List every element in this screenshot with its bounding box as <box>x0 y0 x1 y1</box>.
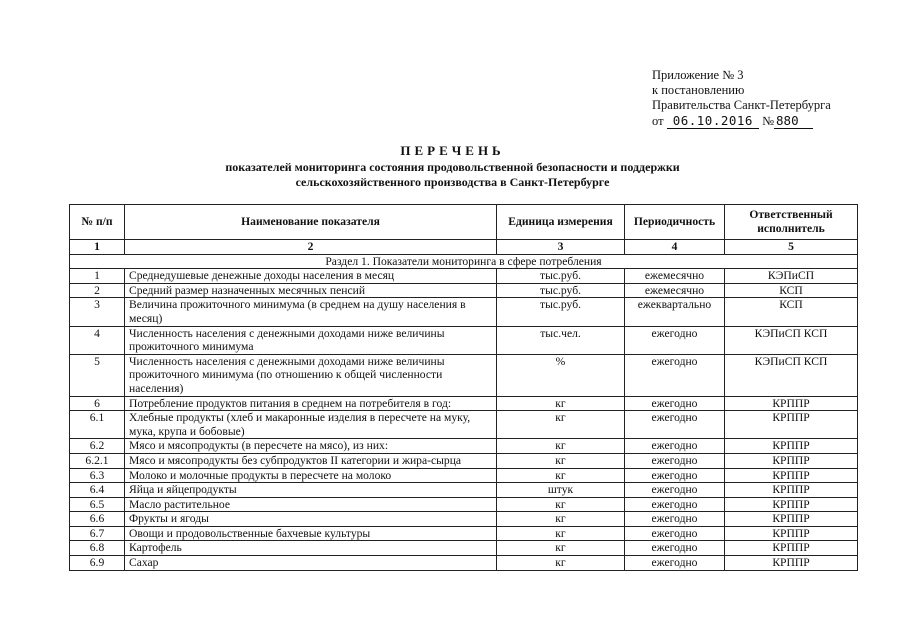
row-period: ежегодно <box>625 439 725 454</box>
row-name: Яйца и яйцепродукты <box>125 483 497 498</box>
row-unit: кг <box>497 512 625 527</box>
row-name: Средний размер назначенных месячных пенсий <box>125 283 497 298</box>
table-row <box>70 526 858 541</box>
row-responsible: КЭПиСП КСП <box>725 326 858 354</box>
appendix-block <box>652 68 831 129</box>
column-number: 4 <box>625 240 725 255</box>
row-name: Среднедушевые денежные доходы населения в месяц <box>125 269 497 284</box>
row-name: Фрукты и ягоды <box>125 512 497 527</box>
table-row <box>70 483 858 498</box>
document-subtitle-line2: сельскохозяйственного производства в Санкт-Петербурге <box>295 175 610 189</box>
row-unit: кг <box>497 526 625 541</box>
row-responsible: КРППР <box>725 556 858 571</box>
row-number: 6.8 <box>70 541 125 556</box>
row-period: ежемесячно <box>625 269 725 284</box>
table-row <box>70 283 858 298</box>
row-period: ежегодно <box>625 483 725 498</box>
table-row <box>70 269 858 284</box>
row-number: 6.1 <box>70 411 125 439</box>
table-row <box>70 468 858 483</box>
row-name: Величина прожиточного минимума (в среднем на душу населения в месяц) <box>125 298 497 326</box>
row-number: 6 <box>70 396 125 411</box>
row-name: Овощи и продовольственные бахчевые культуры <box>125 526 497 541</box>
row-number: 1 <box>70 269 125 284</box>
row-responsible: КРППР <box>725 396 858 411</box>
row-name: Картофель <box>125 541 497 556</box>
row-number: 5 <box>70 354 125 396</box>
row-responsible: КЭПиСП КСП <box>725 354 858 396</box>
appendix-resolution-ref: к постановлению <box>652 83 745 97</box>
table-row <box>70 439 858 454</box>
table-row <box>70 512 858 527</box>
table-row <box>70 396 858 411</box>
row-name: Потребление продуктов питания в среднем на потребителя в год: <box>125 396 497 411</box>
row-responsible: КРППР <box>725 497 858 512</box>
column-number: 1 <box>70 240 125 255</box>
header-responsible: Ответственный исполнитель <box>725 205 858 240</box>
row-unit: тыс.руб. <box>497 283 625 298</box>
row-period: ежемесячно <box>625 283 725 298</box>
row-unit: тыс.чел. <box>497 326 625 354</box>
row-period: ежегодно <box>625 326 725 354</box>
row-responsible: КРППР <box>725 512 858 527</box>
row-unit: кг <box>497 396 625 411</box>
header-period: Периодичность <box>625 205 725 240</box>
row-number: 6.9 <box>70 556 125 571</box>
from-label: от <box>652 114 664 128</box>
table-row <box>70 556 858 571</box>
table-row <box>70 453 858 468</box>
row-period: ежегодно <box>625 497 725 512</box>
table-header-row <box>70 205 858 240</box>
row-number: 3 <box>70 298 125 326</box>
row-name: Численность населения с денежными доходами ниже величины прожиточного минимума (по отношению к общей численности населения) <box>125 354 497 396</box>
row-responsible: КРППР <box>725 483 858 498</box>
row-unit: кг <box>497 556 625 571</box>
row-unit: тыс.руб. <box>497 269 625 284</box>
document-subtitle-line1: показателей мониторинга состояния продовольственной безопасности и поддержки <box>225 160 680 174</box>
row-period: ежегодно <box>625 453 725 468</box>
row-responsible: КСП <box>725 283 858 298</box>
row-unit: кг <box>497 439 625 454</box>
row-number: 6.2 <box>70 439 125 454</box>
row-name: Мясо и мясопродукты без субпродуктов II категории и жира-сырца <box>125 453 497 468</box>
row-name: Молоко и молочные продукты в пересчете на молоко <box>125 468 497 483</box>
table-row <box>70 497 858 512</box>
row-period: ежегодно <box>625 354 725 396</box>
row-number: 6.6 <box>70 512 125 527</box>
appendix-date-line <box>652 113 831 129</box>
row-unit: кг <box>497 541 625 556</box>
row-unit: тыс.руб. <box>497 298 625 326</box>
row-name: Численность населения с денежными доходами ниже величины прожиточного минимума <box>125 326 497 354</box>
row-responsible: КРППР <box>725 411 858 439</box>
row-responsible: КЭПиСП <box>725 269 858 284</box>
row-period: ежегодно <box>625 411 725 439</box>
row-period: ежегодно <box>625 396 725 411</box>
row-number: 2 <box>70 283 125 298</box>
resolution-number: 880 <box>774 113 813 129</box>
section-title: Раздел 1. Показатели мониторинга в сфере потребления <box>70 254 858 269</box>
table-row <box>70 541 858 556</box>
row-responsible: КРППР <box>725 453 858 468</box>
row-responsible: КСП <box>725 298 858 326</box>
row-number: 6.7 <box>70 526 125 541</box>
row-period: ежегодно <box>625 541 725 556</box>
row-name: Хлебные продукты (хлеб и макаронные изделия в пересчете на муку, мука, крупа и бобовые) <box>125 411 497 439</box>
column-number: 5 <box>725 240 858 255</box>
row-number: 6.2.1 <box>70 453 125 468</box>
row-responsible: КРППР <box>725 526 858 541</box>
row-period: ежегодно <box>625 526 725 541</box>
appendix-government: Правительства Санкт-Петербурга <box>652 98 831 112</box>
row-responsible: КРППР <box>725 541 858 556</box>
column-number: 2 <box>125 240 497 255</box>
row-number: 4 <box>70 326 125 354</box>
header-num: № п/п <box>70 205 125 240</box>
table-row <box>70 298 858 326</box>
row-unit: кг <box>497 453 625 468</box>
row-period: ежегодно <box>625 512 725 527</box>
row-name: Масло растительное <box>125 497 497 512</box>
row-period: ежегодно <box>625 556 725 571</box>
row-unit: штук <box>497 483 625 498</box>
resolution-date: 06.10.2016 <box>667 113 759 129</box>
table-row <box>70 326 858 354</box>
column-number-row <box>70 240 858 255</box>
section-row <box>70 254 858 269</box>
indicators-table <box>69 204 858 571</box>
row-unit: % <box>497 354 625 396</box>
row-responsible: КРППР <box>725 439 858 454</box>
row-number: 6.3 <box>70 468 125 483</box>
number-label: № <box>762 114 775 128</box>
column-number: 3 <box>497 240 625 255</box>
table-row <box>70 354 858 396</box>
row-number: 6.4 <box>70 483 125 498</box>
row-responsible: КРППР <box>725 468 858 483</box>
row-number: 6.5 <box>70 497 125 512</box>
row-name: Сахар <box>125 556 497 571</box>
document-heading: ПЕРЕЧЕНЬ <box>400 143 505 158</box>
appendix-number: Приложение № 3 <box>652 68 744 82</box>
row-unit: кг <box>497 411 625 439</box>
row-period: ежеквартально <box>625 298 725 326</box>
header-name: Наименование показателя <box>125 205 497 240</box>
row-name: Мясо и мясопродукты (в пересчете на мясо), из них: <box>125 439 497 454</box>
header-unit: Единица измерения <box>497 205 625 240</box>
row-unit: кг <box>497 468 625 483</box>
table-row <box>70 411 858 439</box>
row-period: ежегодно <box>625 468 725 483</box>
row-unit: кг <box>497 497 625 512</box>
